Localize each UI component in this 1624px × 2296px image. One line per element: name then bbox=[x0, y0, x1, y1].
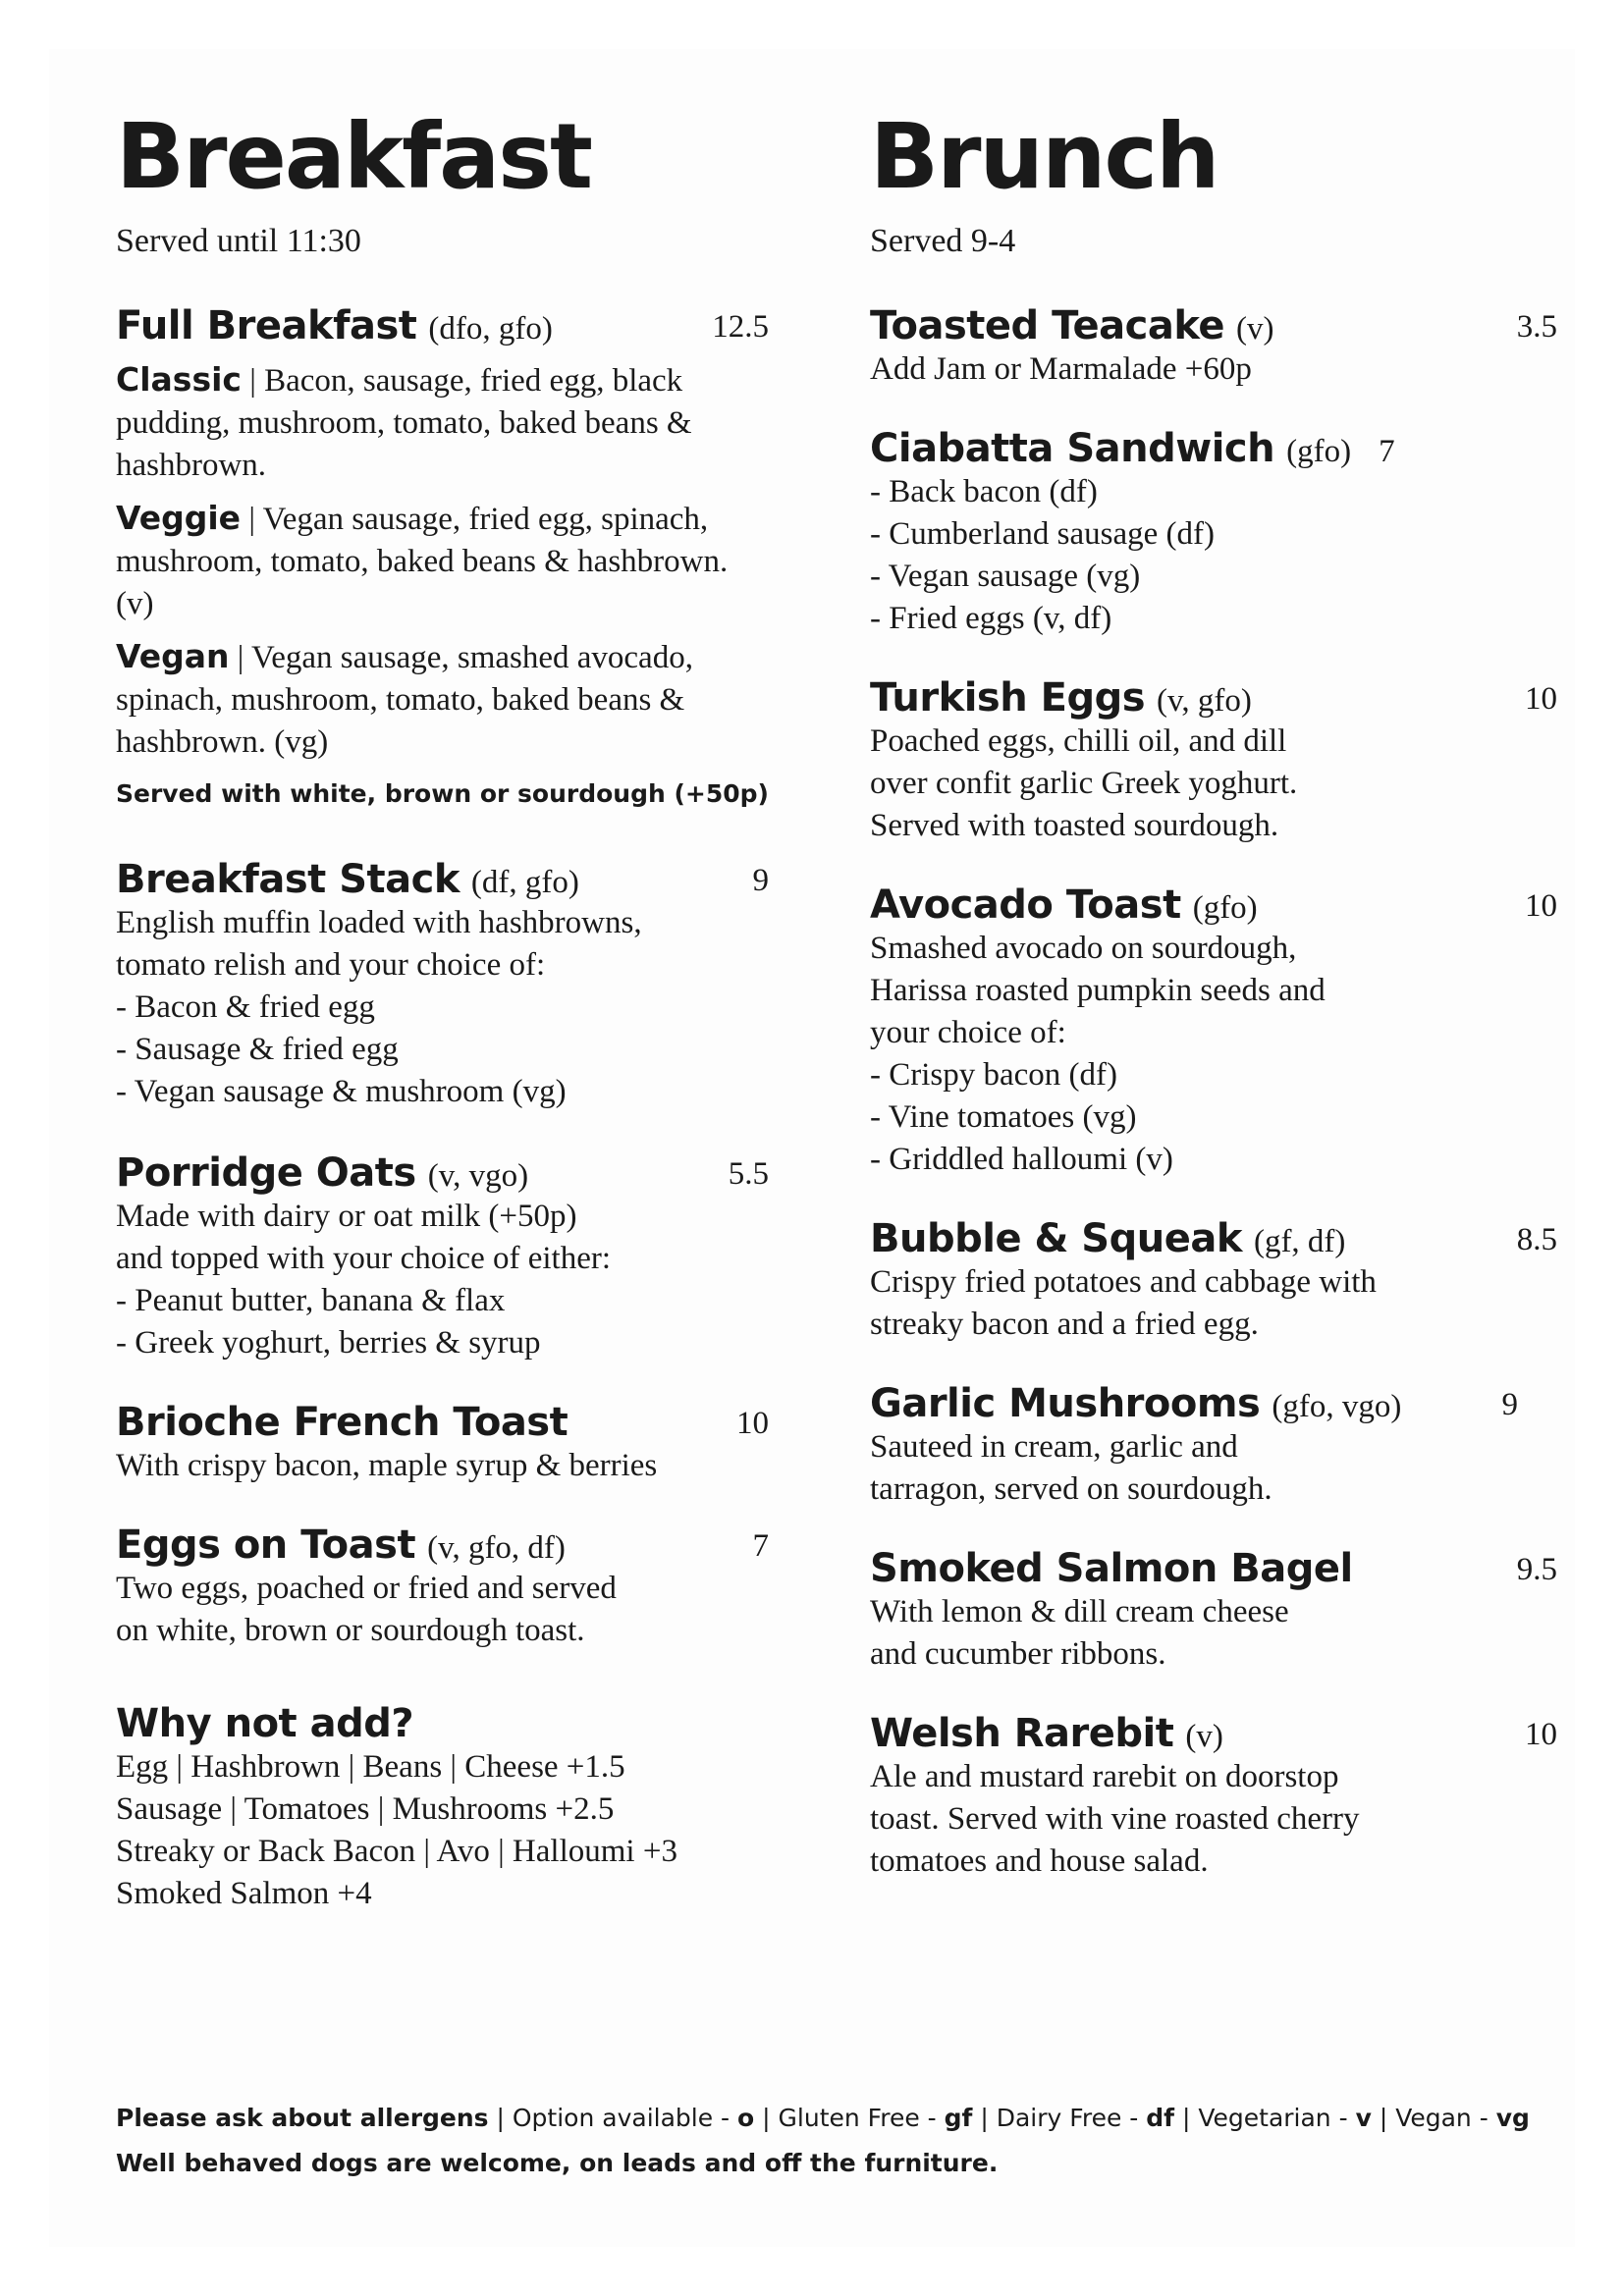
menu-item-turkish-eggs bbox=[870, 675, 1557, 847]
description-line: - Vegan sausage (vg) bbox=[870, 558, 1141, 594]
menu-item-brioche-french-toast bbox=[116, 1400, 769, 1487]
description-line: on white, brown or sourdough toast. bbox=[116, 1612, 585, 1648]
item-price: 9.5 bbox=[1516, 1551, 1557, 1587]
menu-item-garlic-mushrooms bbox=[870, 1381, 1557, 1511]
option-separator: | bbox=[241, 501, 263, 537]
item-description bbox=[870, 471, 1557, 640]
brunch-title: Brunch bbox=[870, 104, 1218, 209]
item-header bbox=[116, 857, 769, 902]
description-line: streaky bacon and a fried egg. bbox=[870, 1306, 1259, 1342]
legend-text: | Vegetarian - bbox=[1174, 2104, 1356, 2132]
description-line: - Peanut butter, banana & flax bbox=[116, 1282, 506, 1318]
description-line: - Fried eggs (v, df) bbox=[870, 600, 1112, 636]
breakfast-column bbox=[116, 49, 769, 1915]
item-tags: (gfo) bbox=[1192, 889, 1258, 926]
add-on-line: Streaky or Back Bacon | Avo | Halloumi +3 bbox=[116, 1833, 677, 1869]
description-line: tomatoes and house salad. bbox=[870, 1842, 1209, 1879]
add-ons-list bbox=[116, 1746, 769, 1915]
option-label: Vegan bbox=[116, 636, 230, 675]
item-tags: (v) bbox=[1236, 310, 1274, 347]
item-price: 3.5 bbox=[1516, 308, 1557, 345]
description-line: Ale and mustard rarebit on doorstop bbox=[870, 1758, 1339, 1794]
description-line: - Crispy bacon (df) bbox=[870, 1056, 1118, 1093]
description-line: Add Jam or Marmalade +60p bbox=[870, 350, 1252, 387]
legend-text: | Dairy Free - bbox=[972, 2104, 1147, 2132]
item-header bbox=[870, 1546, 1557, 1591]
legend-text: | Vegan - bbox=[1371, 2104, 1496, 2132]
add-on-line: Egg | Hashbrown | Beans | Cheese +1.5 bbox=[116, 1748, 625, 1785]
item-price: 9 bbox=[752, 862, 769, 898]
item-tags: (v, gfo) bbox=[1157, 682, 1252, 719]
description-line: - Griddled halloumi (v) bbox=[870, 1141, 1173, 1177]
description-line: With lemon & dill cream cheese bbox=[870, 1593, 1289, 1629]
description-line: With crispy bacon, maple syrup & berries bbox=[116, 1447, 658, 1483]
legend-code: vg bbox=[1495, 2104, 1530, 2132]
option-separator: | bbox=[229, 639, 252, 675]
menu-item-welsh-rarebit bbox=[870, 1711, 1557, 1883]
description-line: Harissa roasted pumpkin seeds and bbox=[870, 972, 1326, 1008]
item-price: 12.5 bbox=[712, 308, 769, 345]
menu-item-toasted-teacake bbox=[870, 303, 1557, 391]
description-line: toast. Served with vine roasted cherry bbox=[870, 1800, 1360, 1837]
option-vegan bbox=[116, 635, 769, 764]
item-name: Smoked Salmon Bagel bbox=[870, 1545, 1353, 1591]
item-name: Full Breakfast bbox=[116, 302, 417, 348]
description-line: and cucumber ribbons. bbox=[870, 1635, 1166, 1672]
option-label: Classic bbox=[116, 359, 242, 399]
description-line: Crispy fried potatoes and cabbage with bbox=[870, 1263, 1377, 1300]
item-description bbox=[116, 1568, 769, 1652]
description-line: Made with dairy or oat milk (+50p) bbox=[116, 1198, 577, 1234]
option-label: Veggie bbox=[116, 498, 242, 537]
dogs-note bbox=[116, 2141, 1549, 2186]
menu-item-eggs-on-toast bbox=[116, 1522, 769, 1652]
item-name: Porridge Oats bbox=[116, 1149, 416, 1196]
item-price: 10 bbox=[1525, 1716, 1557, 1752]
item-price: 10 bbox=[736, 1405, 769, 1441]
brunch-subtitle: Served 9-4 bbox=[870, 223, 1016, 259]
option-text: Vegan sausage, smashed avocado, spinach, mushroom, tomato, baked beans & hashbrown. (vg) bbox=[116, 639, 693, 760]
item-price: 10 bbox=[1525, 887, 1557, 924]
item-description bbox=[870, 1591, 1557, 1676]
item-description bbox=[870, 928, 1557, 1181]
item-price: 10 bbox=[1525, 680, 1557, 717]
add-ons-section bbox=[116, 1701, 769, 1915]
item-tags: (v, vgo) bbox=[427, 1157, 529, 1194]
item-price: 8.5 bbox=[1516, 1221, 1557, 1257]
item-description bbox=[116, 1196, 769, 1364]
item-description bbox=[870, 1756, 1557, 1883]
item-price: 5.5 bbox=[728, 1155, 769, 1192]
menu-item-full-breakfast bbox=[116, 303, 769, 808]
description-line: Served with toasted sourdough. bbox=[870, 807, 1279, 843]
legend-code: gf bbox=[944, 2104, 973, 2132]
item-tags: (v) bbox=[1185, 1718, 1223, 1754]
item-name: Toasted Teacake bbox=[870, 302, 1225, 348]
description-line: Two eggs, poached or fried and served bbox=[116, 1570, 617, 1606]
item-header bbox=[870, 1381, 1557, 1426]
menu-item-ciabatta-sandwich bbox=[870, 426, 1557, 640]
item-name: Ciabatta Sandwich bbox=[870, 425, 1275, 471]
description-line: - Vegan sausage & mushroom (vg) bbox=[116, 1073, 567, 1109]
item-header bbox=[116, 1150, 769, 1196]
item-tags: (v, gfo, df) bbox=[427, 1529, 566, 1566]
menu-item-bubble-and-squeak bbox=[870, 1216, 1557, 1346]
item-header bbox=[116, 1400, 769, 1445]
item-header bbox=[870, 675, 1557, 721]
item-tags: (dfo, gfo) bbox=[428, 310, 553, 347]
item-description bbox=[870, 721, 1557, 847]
item-description bbox=[116, 902, 769, 1113]
item-header bbox=[870, 426, 1557, 471]
description-line: - Vine tomatoes (vg) bbox=[870, 1098, 1137, 1135]
item-name: Garlic Mushrooms bbox=[870, 1380, 1261, 1426]
description-line: over confit garlic Greek yoghurt. bbox=[870, 765, 1298, 801]
item-tags: (df, gfo) bbox=[470, 864, 579, 900]
add-on-line: Smoked Salmon +4 bbox=[116, 1875, 372, 1911]
option-veggie bbox=[116, 497, 769, 625]
item-header bbox=[116, 1701, 769, 1746]
option-text: Bacon, sausage, fried egg, black pudding, mushroom, tomato, baked beans & hashbrown. bbox=[116, 362, 692, 483]
breakfast-subtitle: Served until 11:30 bbox=[116, 223, 361, 259]
add-ons-title: Why not add? bbox=[116, 1700, 414, 1746]
description-line: tomato relish and your choice of: bbox=[116, 946, 546, 983]
item-tags: (gf, df) bbox=[1253, 1223, 1346, 1259]
item-description bbox=[116, 1445, 769, 1487]
menu-page bbox=[49, 49, 1575, 2247]
option-separator: | bbox=[241, 362, 265, 399]
description-line: - Back bacon (df) bbox=[870, 473, 1098, 509]
item-header bbox=[870, 882, 1557, 928]
item-header bbox=[870, 1711, 1557, 1756]
description-line: - Sausage & fried egg bbox=[116, 1031, 399, 1067]
item-description bbox=[870, 348, 1557, 391]
item-tags: (gfo) bbox=[1286, 433, 1352, 469]
option-classic bbox=[116, 358, 769, 487]
item-name: Eggs on Toast bbox=[116, 1522, 416, 1568]
legend-code: df bbox=[1146, 2104, 1175, 2132]
legend-code: o bbox=[737, 2104, 755, 2132]
item-header bbox=[116, 303, 769, 348]
description-line: Poached eggs, chilli oil, and dill bbox=[870, 722, 1287, 759]
item-name: Breakfast Stack bbox=[116, 856, 460, 902]
menu-footer bbox=[116, 2096, 1549, 2186]
brunch-column bbox=[870, 49, 1557, 1883]
description-line: - Cumberland sausage (df) bbox=[870, 515, 1215, 552]
menu-item-avocado-toast bbox=[870, 882, 1557, 1181]
item-name: Bubble & Squeak bbox=[870, 1215, 1242, 1261]
item-name: Avocado Toast bbox=[870, 881, 1181, 928]
description-line: Sauteed in cream, garlic and bbox=[870, 1428, 1238, 1465]
legend-text: | Option available - bbox=[488, 2104, 738, 2132]
item-price: 9 bbox=[1501, 1386, 1518, 1422]
description-line: your choice of: bbox=[870, 1014, 1066, 1050]
item-price: 7 bbox=[1379, 433, 1395, 469]
option-text: Vegan sausage, fried egg, spinach, mushroom, tomato, baked beans & hashbrown. (v) bbox=[116, 501, 729, 621]
item-description bbox=[870, 1426, 1557, 1511]
item-header bbox=[116, 1522, 769, 1568]
breakfast-title: Breakfast bbox=[116, 104, 592, 209]
item-tags: (gfo, vgo) bbox=[1272, 1388, 1402, 1424]
description-line: and topped with your choice of either: bbox=[116, 1240, 612, 1276]
item-name: Turkish Eggs bbox=[870, 674, 1146, 721]
item-price: 7 bbox=[752, 1527, 769, 1564]
item-name: Welsh Rarebit bbox=[870, 1710, 1174, 1756]
dogs-note-text: Well behaved dogs are welcome, on leads and off the furniture. bbox=[116, 2149, 999, 2177]
bread-note: Served with white, brown or sourdough (+50p) bbox=[116, 778, 769, 808]
legend-text: | Gluten Free - bbox=[754, 2104, 945, 2132]
item-header bbox=[870, 303, 1557, 348]
item-description bbox=[870, 1261, 1557, 1346]
menu-item-breakfast-stack bbox=[116, 857, 769, 1113]
description-line: - Bacon & fried egg bbox=[116, 988, 375, 1025]
description-line: English muffin loaded with hashbrowns, bbox=[116, 904, 642, 940]
menu-item-porridge-oats bbox=[116, 1150, 769, 1364]
menu-item-smoked-salmon-bagel bbox=[870, 1546, 1557, 1676]
description-line: - Greek yoghurt, berries & syrup bbox=[116, 1324, 541, 1361]
description-line: tarragon, served on sourdough. bbox=[870, 1470, 1272, 1507]
allergen-legend bbox=[116, 2096, 1549, 2141]
item-name: Brioche French Toast bbox=[116, 1399, 568, 1445]
item-header bbox=[870, 1216, 1557, 1261]
add-on-line: Sausage | Tomatoes | Mushrooms +2.5 bbox=[116, 1790, 615, 1827]
description-line: Smashed avocado on sourdough, bbox=[870, 930, 1297, 966]
legend-code: v bbox=[1355, 2104, 1372, 2132]
allergen-label: Please ask about allergens bbox=[116, 2104, 489, 2132]
